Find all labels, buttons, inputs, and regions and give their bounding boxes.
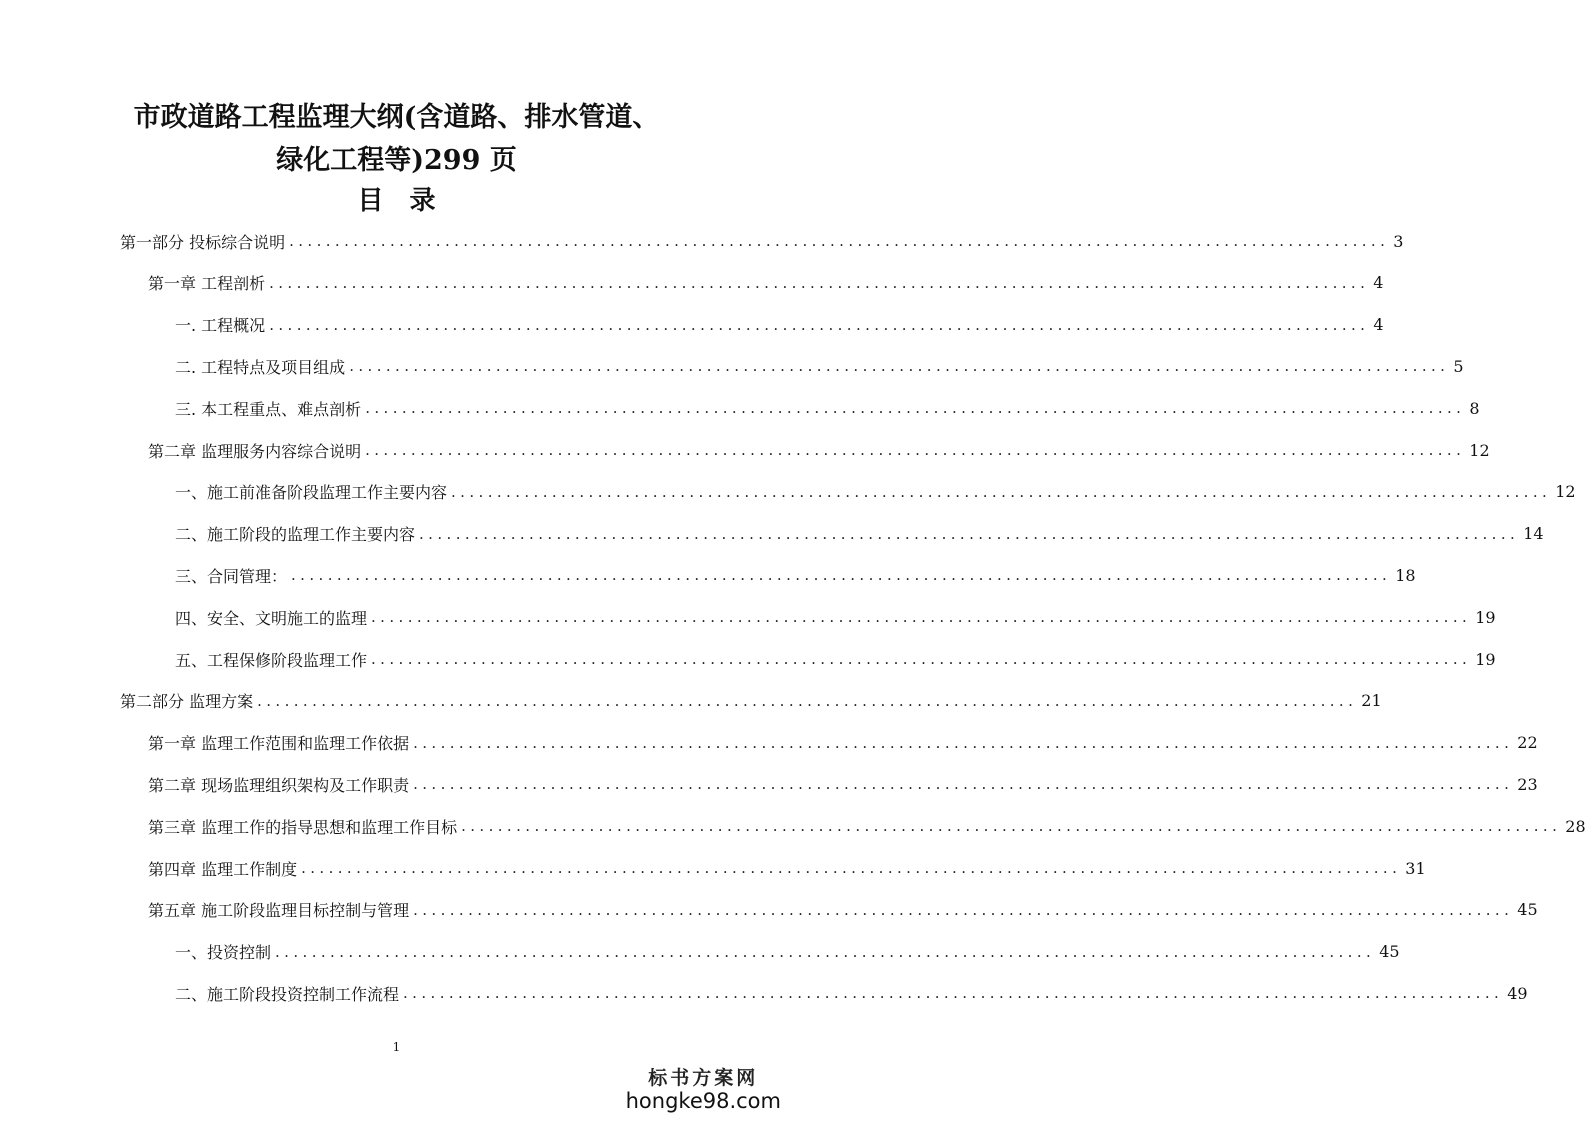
toc-leader-dots: ........................................................................................................................ — [269, 273, 1370, 292]
toc-leader-dots: ........................................................................................................................ — [289, 232, 1390, 250]
toc-entry-page: 23 — [1517, 774, 1538, 794]
watermark-url: hongke98.com — [625, 1089, 781, 1113]
watermark-logo — [626, 1069, 781, 1112]
toc-entry[interactable] — [148, 806, 1586, 846]
toc-entry[interactable] — [175, 472, 1576, 512]
toc-entry-label: 五、工程保修阶段监理工作 — [175, 650, 368, 670]
toc-leader-dots: ........................................................................................................................ — [451, 482, 1552, 501]
toc-leader-dots: ........................................................................................................................ — [301, 859, 1402, 877]
toc-leader-dots: ........................................................................................................................ — [419, 524, 1520, 543]
toc-entry-label: 第一章 工程剖析 — [148, 274, 266, 294]
toc-entry-page: 31 — [1405, 858, 1426, 878]
toc-entry-page: 12 — [1469, 440, 1490, 460]
toc-leader-dots: ........................................................................................................................ — [275, 942, 1376, 961]
toc-entry[interactable] — [175, 514, 1544, 554]
toc-entry-label: 二、施工阶段的监理工作主要内容 — [175, 525, 416, 545]
toc-entry-page: 12 — [1555, 482, 1576, 502]
toc-entry-page: 45 — [1517, 900, 1538, 920]
toc-entry-label: 第二部分 监理方案 — [120, 692, 254, 712]
toc-entry[interactable] — [148, 723, 1538, 763]
toc-leader-dots: ........................................................................................................................ — [365, 441, 1466, 459]
toc-entry-label: 二. 工程特点及项目组成 — [175, 357, 346, 377]
page-number: 1 — [392, 1040, 401, 1054]
toc-entry-page: 14 — [1523, 524, 1544, 544]
toc-entry[interactable] — [175, 597, 1496, 637]
toc-leader-dots: ........................................................................................................................ — [413, 733, 1514, 752]
toc-entry[interactable] — [175, 305, 1384, 345]
toc-entry[interactable] — [175, 555, 1416, 595]
toc-entry-label: 第三章 监理工作的指导思想和监理工作目标 — [148, 817, 458, 837]
toc-entry-page: 4 — [1373, 315, 1384, 335]
toc-heading: 目录 — [357, 186, 462, 216]
toc-entry-label: 三、合同管理： — [175, 566, 288, 586]
toc-entry[interactable] — [148, 764, 1538, 804]
toc-entry-label: 第四章 监理工作制度 — [148, 859, 298, 879]
toc-entry-page: 4 — [1373, 273, 1384, 293]
toc-leader-dots: ........................................................................................................................ — [371, 650, 1472, 668]
toc-entry-page: 3 — [1393, 231, 1404, 251]
toc-entry-label: 四、安全、文明施工的监理 — [175, 608, 368, 628]
toc-leader-dots: ........................................................................................................................ — [413, 775, 1514, 794]
toc-entry-page: 5 — [1453, 356, 1464, 376]
toc-entry-label: 第一章 监理工作范围和监理工作依据 — [148, 734, 410, 754]
toc-entry[interactable] — [120, 681, 1382, 721]
toc-entry[interactable] — [175, 973, 1528, 1013]
toc-leader-dots: ........................................................................................................................ — [269, 315, 1370, 334]
toc-entry[interactable] — [148, 890, 1538, 930]
toc-leader-dots: ........................................................................................................................ — [257, 691, 1358, 710]
toc-leader-dots: ........................................................................................................................ — [291, 566, 1392, 585]
document-title-line-2: 绿化工程等)299 页 — [276, 145, 517, 176]
toc-entry-label: 第二章 监理服务内容综合说明 — [148, 441, 362, 461]
toc-leader-dots: ........................................................................................................................ — [413, 900, 1514, 919]
toc-entry-label: 第五章 施工阶段监理目标控制与管理 — [148, 901, 410, 921]
toc-entry-page: 45 — [1379, 942, 1400, 962]
toc-entry-page: 19 — [1475, 649, 1496, 669]
toc-entry[interactable] — [148, 848, 1426, 888]
toc-entry[interactable] — [120, 221, 1404, 261]
toc-entry-label: 三. 本工程重点、难点剖析 — [175, 399, 362, 419]
toc-entry-page: 18 — [1395, 565, 1416, 585]
toc-entry-label: 一、投资控制 — [175, 943, 272, 963]
toc-entry-page: 28 — [1565, 816, 1586, 836]
toc-entry-label: 一、施工前准备阶段监理工作主要内容 — [175, 483, 448, 503]
toc-entry[interactable] — [148, 263, 1384, 303]
toc-entry-label: 二、施工阶段投资控制工作流程 — [175, 984, 400, 1004]
toc-entry-page: 22 — [1517, 733, 1538, 753]
toc-entry[interactable] — [148, 430, 1490, 470]
toc-leader-dots: ........................................................................................................................ — [365, 399, 1466, 418]
document-title-line-1: 市政道路工程监理大纲(含道路、排水管道、 — [133, 102, 660, 133]
watermark-name: 标书方案网 — [648, 1067, 759, 1089]
toc-entry[interactable] — [175, 932, 1400, 972]
toc-entry[interactable] — [175, 388, 1480, 428]
toc-entry-label: 第一部分 投标综合说明 — [120, 232, 286, 252]
toc-leader-dots: ........................................................................................................................ — [461, 817, 1562, 836]
toc-leader-dots: ........................................................................................................................ — [371, 608, 1472, 627]
toc-leader-dots: ........................................................................................................................ — [403, 984, 1504, 1003]
toc-entry-page: 21 — [1361, 691, 1382, 711]
toc-entry-page: 8 — [1469, 398, 1480, 418]
toc-leader-dots: ........................................................................................................................ — [349, 357, 1450, 376]
toc-entry-label: 一. 工程概况 — [175, 316, 266, 336]
toc-entry[interactable] — [175, 639, 1496, 679]
toc-entry-label: 第二章 现场监理组织架构及工作职责 — [148, 775, 410, 795]
toc-entry-page: 19 — [1475, 607, 1496, 627]
toc-entry-page: 49 — [1507, 983, 1528, 1003]
toc-entry[interactable] — [175, 346, 1464, 386]
